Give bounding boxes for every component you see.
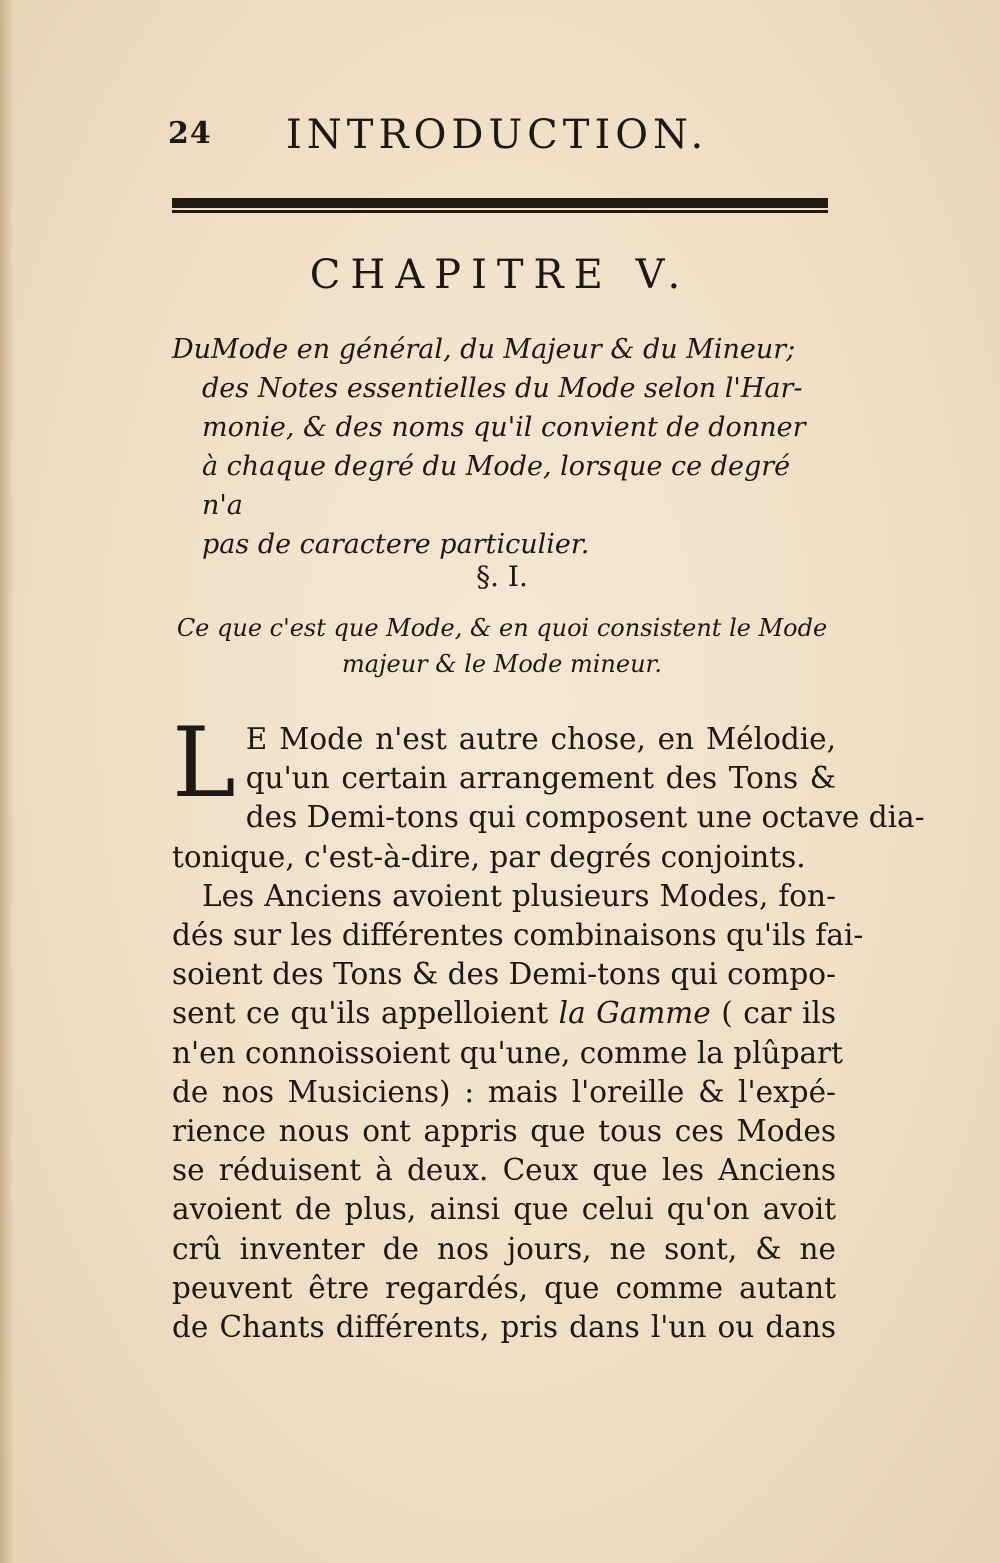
subtitle-line: pas de caractere particulier. [202,529,590,560]
body-line: qu'un certain arrangement des Tons & [245,761,836,796]
subtitle-line: monie, & des noms qu'il convient de donner [202,412,806,443]
chapter-subtitle [172,330,832,564]
body-text-run: sent ce qu'ils appelloient [172,996,549,1031]
subtitle-line: des Notes essentielles du Mode selon l'Har- [202,373,803,404]
body-line: rience nous ont appris que tous ces Modes [172,1114,836,1149]
body-line: crû inventer de nos jours, ne sont, & ne [172,1231,836,1266]
body-text-run: ( car ils [721,996,836,1031]
body-text [172,707,925,1347]
body-line: peuvent être regardés, que comme autant [172,1270,836,1305]
italic-term: la Gamme [558,996,711,1031]
chapter-title: CHAPITRE V. [309,252,691,298]
double-rule-divider [172,198,828,214]
body-line: Les Anciens avoient plusieurs Modes, fon- [202,878,836,913]
body-line: soient des Tons & des Demi-tons qui compo- [172,957,836,992]
body-line: dés sur les différentes combinaisons qu'ils fai- [172,918,864,953]
section-heading [172,610,832,682]
section-mark: §. I. [476,560,528,593]
drop-cap: L [172,707,236,819]
body-line: des Demi-tons qui composent une octave dia- [245,800,925,835]
section-heading-line: Ce que c'est que Mode, & en quoi consistent le Mode [176,614,828,642]
rule-thick [172,198,828,208]
running-head [168,112,848,162]
page-edge-shadow [0,0,14,1563]
subtitle-line: à chaque degré du Mode, lorsque ce degré n'a [202,451,791,521]
body-line: avoient de plus, ainsi que celui qu'on avoit [172,1192,836,1227]
rule-thin [172,210,828,213]
page-number: 24 [168,116,212,151]
body-line-gamme [172,994,836,1033]
running-title: INTRODUCTION. [286,112,709,158]
section-heading-line: majeur & le Mode mineur. [341,650,662,678]
body-line: de Chants différents, pris dans l'un ou dans [172,1310,836,1345]
body-line: n'en connoissoient qu'une, comme la plûpart [172,1035,843,1070]
body-line: tonique, c'est-à-dire, par degrés conjoints. [172,839,806,874]
body-line: de nos Musiciens) : mais l'oreille & l'expé- [172,1074,836,1109]
subtitle-line: DuMode en général, du Majeur & du Mineur; [172,334,796,365]
body-line: se réduisent à deux. Ceux que les Anciens [172,1153,836,1188]
body-line: E Mode n'est autre chose, en Mélodie, [245,722,836,756]
